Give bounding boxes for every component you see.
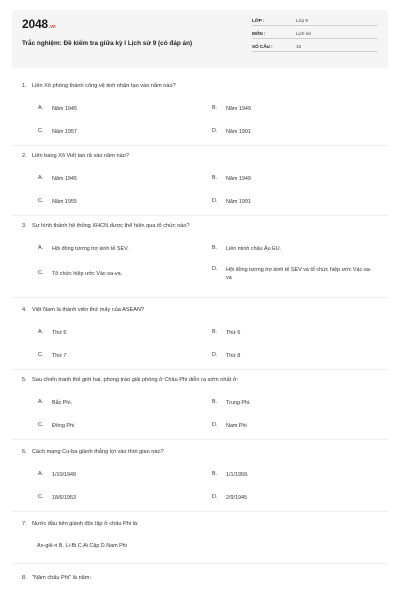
meta-class: LỚP : Lớp 9 xyxy=(252,14,378,26)
divider xyxy=(12,369,388,370)
question-7-options: An-giê-ri B. Li-Bi C.Ai Cập D.Nam Phi xyxy=(37,543,127,549)
meta-question-count: SỐ CÂU : 15 xyxy=(252,40,378,52)
divider xyxy=(12,145,388,146)
divider xyxy=(12,297,388,298)
divider xyxy=(12,439,388,440)
divider xyxy=(12,215,388,216)
meta-subject: MÔN : Lịch sử xyxy=(252,27,378,39)
divider xyxy=(12,563,388,564)
site-logo[interactable]: 2048.vn xyxy=(22,17,56,31)
divider xyxy=(12,511,388,512)
quiz-title: Trắc nghiệm: Đề kiểm tra giữa kỳ I Lịch sử 9 (có đáp án) xyxy=(22,40,193,47)
document-header xyxy=(12,10,388,68)
